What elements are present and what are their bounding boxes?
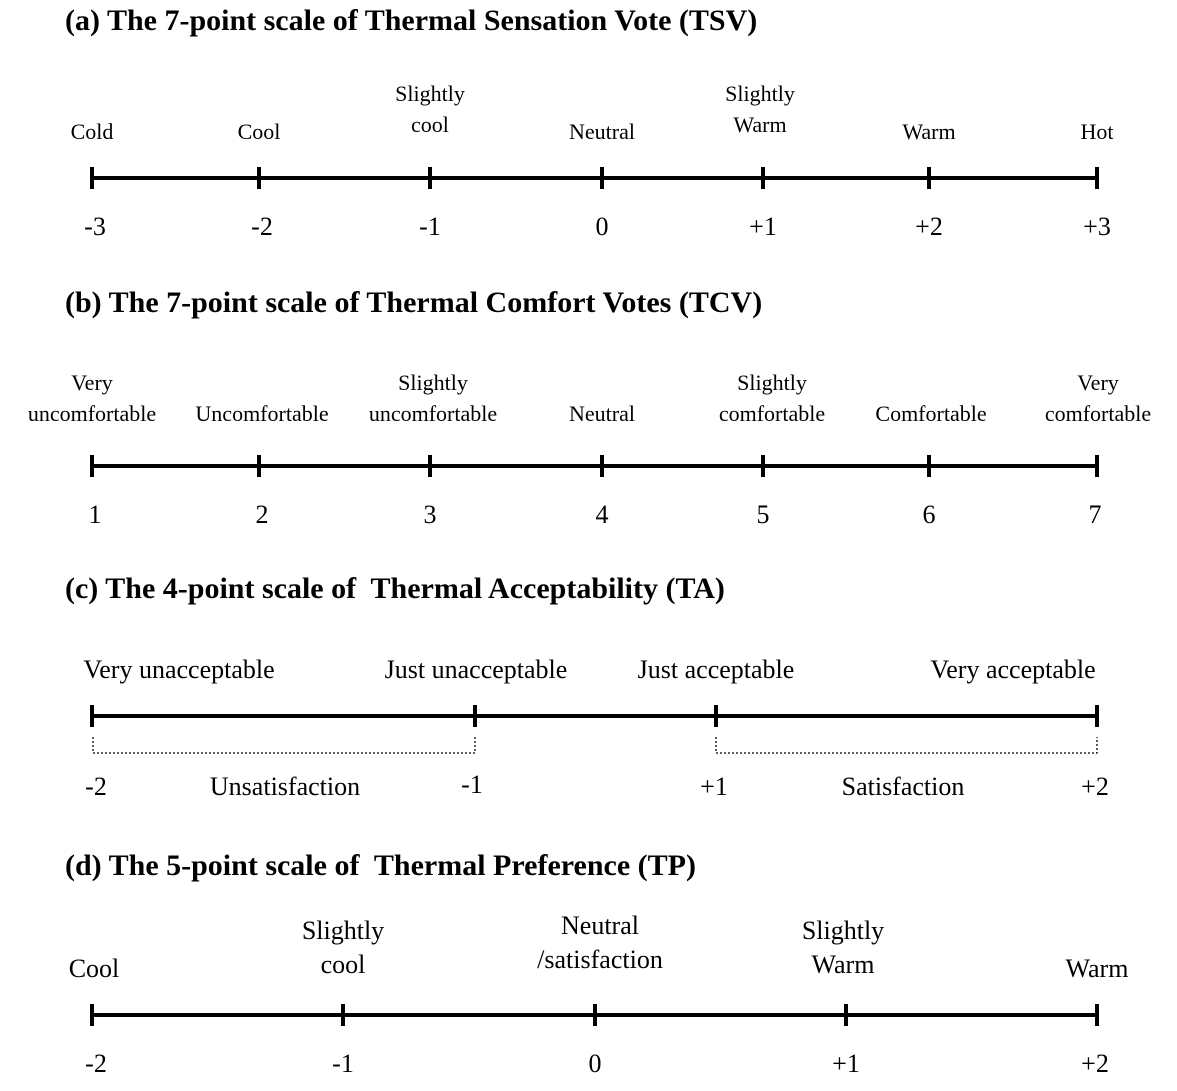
scale-a-value: +3: [1083, 212, 1111, 241]
scale-c-value: -1: [461, 770, 483, 799]
scale-c-value: -2: [85, 772, 107, 801]
scale-d-label-neutral-satisfaction: Neutral /satisfaction: [537, 911, 663, 974]
scale-b-label-very-uncomfortable: Very uncomfortable: [27, 370, 157, 426]
scale-a-value: +2: [915, 212, 943, 241]
scale-c-label-just-acceptable: Just acceptable: [637, 655, 795, 684]
scale-a-label-cool: Cool: [237, 119, 281, 144]
scale-b-title: (b) The 7-point scale of Thermal Comfort Votes (TCV): [65, 286, 763, 319]
scale-d-label-warm: Warm: [1065, 954, 1129, 983]
scale-d-label-slightly-cool: Slightly cool: [301, 916, 385, 979]
scale-b-value: 5: [756, 500, 770, 529]
scale-d-value: +2: [1081, 1049, 1109, 1078]
scale-a-value: 0: [595, 212, 609, 241]
scale-d-value: 0: [588, 1049, 602, 1078]
scale-b-value: 6: [922, 500, 936, 529]
scale-b-value: 2: [255, 500, 269, 529]
unsatisfaction-label: Unsatisfaction: [209, 772, 361, 801]
scale-c-label-very-unacceptable: Very unacceptable: [83, 655, 275, 684]
scale-c-label-just-unacceptable: Just unacceptable: [384, 655, 568, 684]
scale-b-label-slightly-uncomfortable: Slightly uncomfortable: [368, 370, 498, 426]
scale-c-value: +1: [700, 772, 728, 801]
scale-a-label-slightly-warm: Slightly Warm: [725, 81, 795, 137]
scale-b-value: 1: [88, 500, 102, 529]
scale-c-value: +2: [1081, 772, 1109, 801]
scale-b-label-slightly-comfortable: Slightly comfortable: [718, 370, 826, 426]
unsatisfaction-bracket: [93, 737, 475, 753]
scale-a-title: (a) The 7-point scale of Thermal Sensation Vote (TSV): [65, 4, 758, 37]
scale-b-label-very-comfortable: Very comfortable: [1044, 370, 1152, 426]
scale-d-title: (d) The 5-point scale of Thermal Preference (TP): [65, 849, 696, 882]
scale-c-label-very-acceptable: Very acceptable: [930, 655, 1096, 684]
scale-b-label-uncomfortable: Uncomfortable: [195, 401, 329, 426]
scale-b-value: 4: [595, 500, 609, 529]
scale-a-value: -1: [419, 212, 441, 241]
scale-b-label-comfortable: Comfortable: [875, 401, 987, 426]
scale-a-label-cold: Cold: [70, 119, 114, 144]
scale-a-value: -2: [251, 212, 273, 241]
scale-a-label-neutral: Neutral: [569, 119, 635, 144]
scale-a-value: -3: [84, 212, 106, 241]
scale-b-value: 7: [1088, 500, 1102, 529]
scale-d-label-slightly-warm: Slightly Warm: [801, 916, 885, 979]
scale-d-label-cool: Cool: [68, 954, 120, 983]
scale-b-value: 3: [423, 500, 437, 529]
scale-d-value: +1: [832, 1049, 860, 1078]
satisfaction-label: Satisfaction: [841, 772, 965, 801]
scale-a-label-warm: Warm: [902, 119, 956, 144]
scale-d-value: -1: [332, 1049, 354, 1078]
scale-a-value: +1: [749, 212, 777, 241]
scale-d-value: -2: [85, 1049, 107, 1078]
scale-b-label-neutral: Neutral: [569, 401, 635, 426]
scale-a-label-slightly-cool: Slightly cool: [395, 81, 465, 137]
scale-a-label-hot: Hot: [1080, 119, 1114, 144]
satisfaction-bracket: [716, 737, 1097, 753]
scale-c-title: (c) The 4-point scale of Thermal Acceptability (TA): [65, 572, 725, 605]
